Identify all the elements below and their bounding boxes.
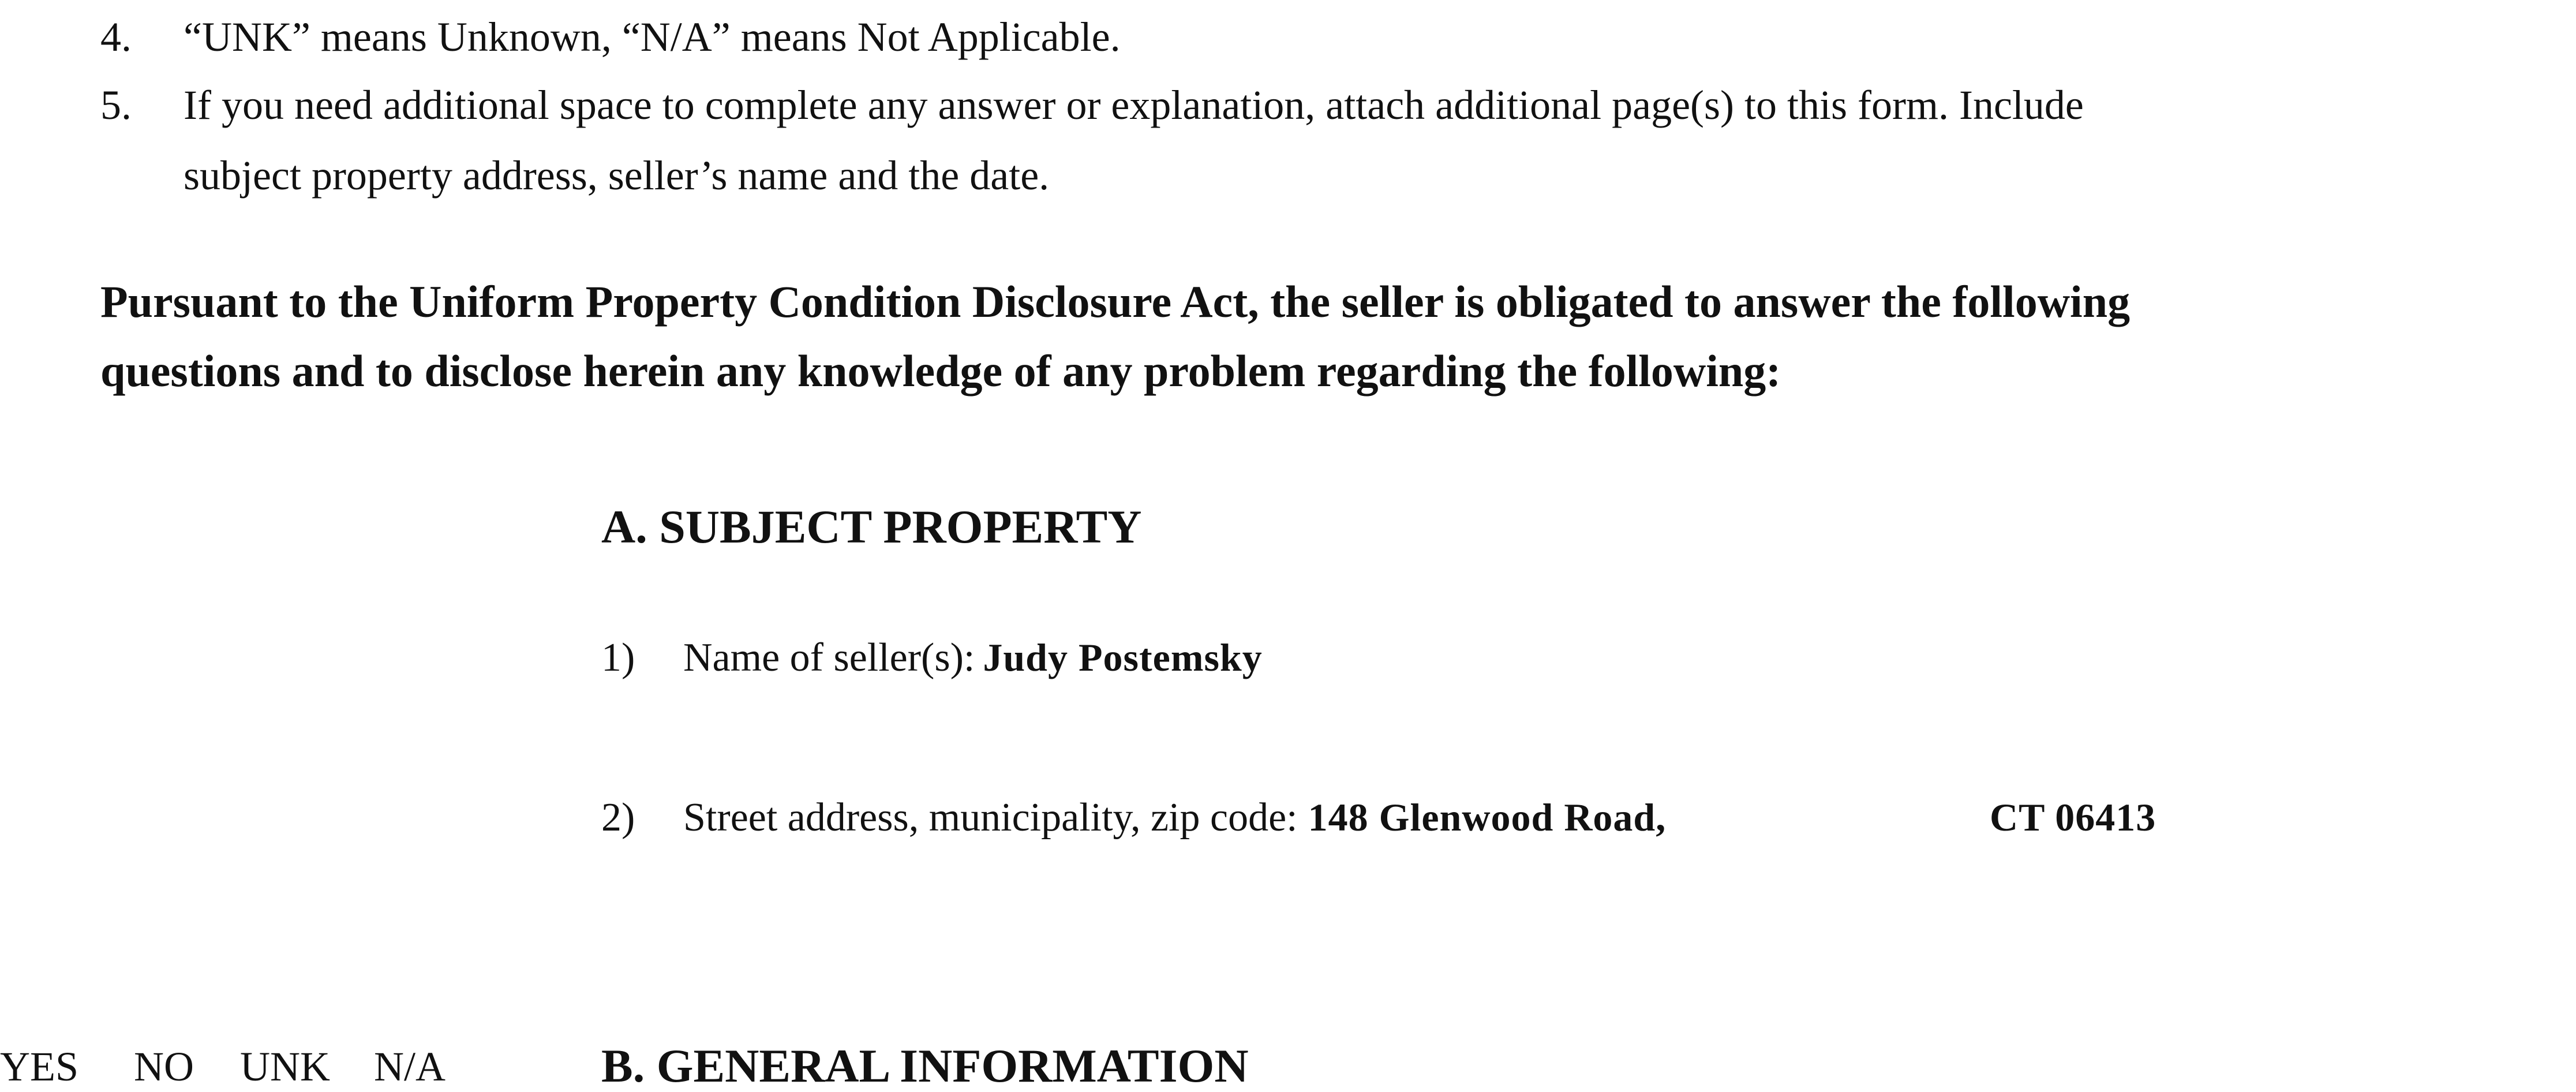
question-1-number: 1): [601, 635, 635, 680]
question-2-row: [683, 795, 1667, 840]
street-address-label: Street address, municipality, zip code:: [683, 795, 1298, 840]
instruction-5-number: 5.: [100, 82, 132, 128]
answer-column-no: NO: [134, 1044, 194, 1090]
instruction-5-line-2: subject property address, seller’s name and the date.: [184, 152, 1050, 199]
instruction-5-line-1: If you need additional space to complete any answer or explanation, attach additional page(s) to this form. Include: [184, 82, 2084, 128]
seller-name-value: Judy Postemsky: [983, 635, 1263, 679]
instruction-4-number: 4.: [100, 14, 132, 60]
street-address-value: 148 Glenwood Road,: [1308, 795, 1667, 839]
question-2-number: 2): [601, 795, 635, 840]
section-a-heading: A. SUBJECT PROPERTY: [601, 500, 1142, 553]
question-1-row: [683, 635, 1263, 680]
answer-column-na: N/A: [374, 1044, 445, 1090]
pursuant-paragraph-line-2: questions and to disclose herein any knowledge of any problem regarding the following:: [100, 346, 1781, 396]
instruction-4-text: “UNK” means Unknown, “N/A” means Not Applicable.: [184, 14, 1121, 60]
answer-column-unk: UNK: [240, 1044, 330, 1090]
pursuant-paragraph-line-1: Pursuant to the Uniform Property Condition Disclosure Act, the seller is obligated to answer the following: [100, 276, 2131, 327]
section-b-heading: B. GENERAL INFORMATION: [601, 1039, 1249, 1092]
answer-column-yes: YES: [0, 1044, 79, 1090]
seller-name-label: Name of seller(s):: [683, 635, 975, 680]
state-zip-value: CT 06413: [1990, 795, 2156, 839]
